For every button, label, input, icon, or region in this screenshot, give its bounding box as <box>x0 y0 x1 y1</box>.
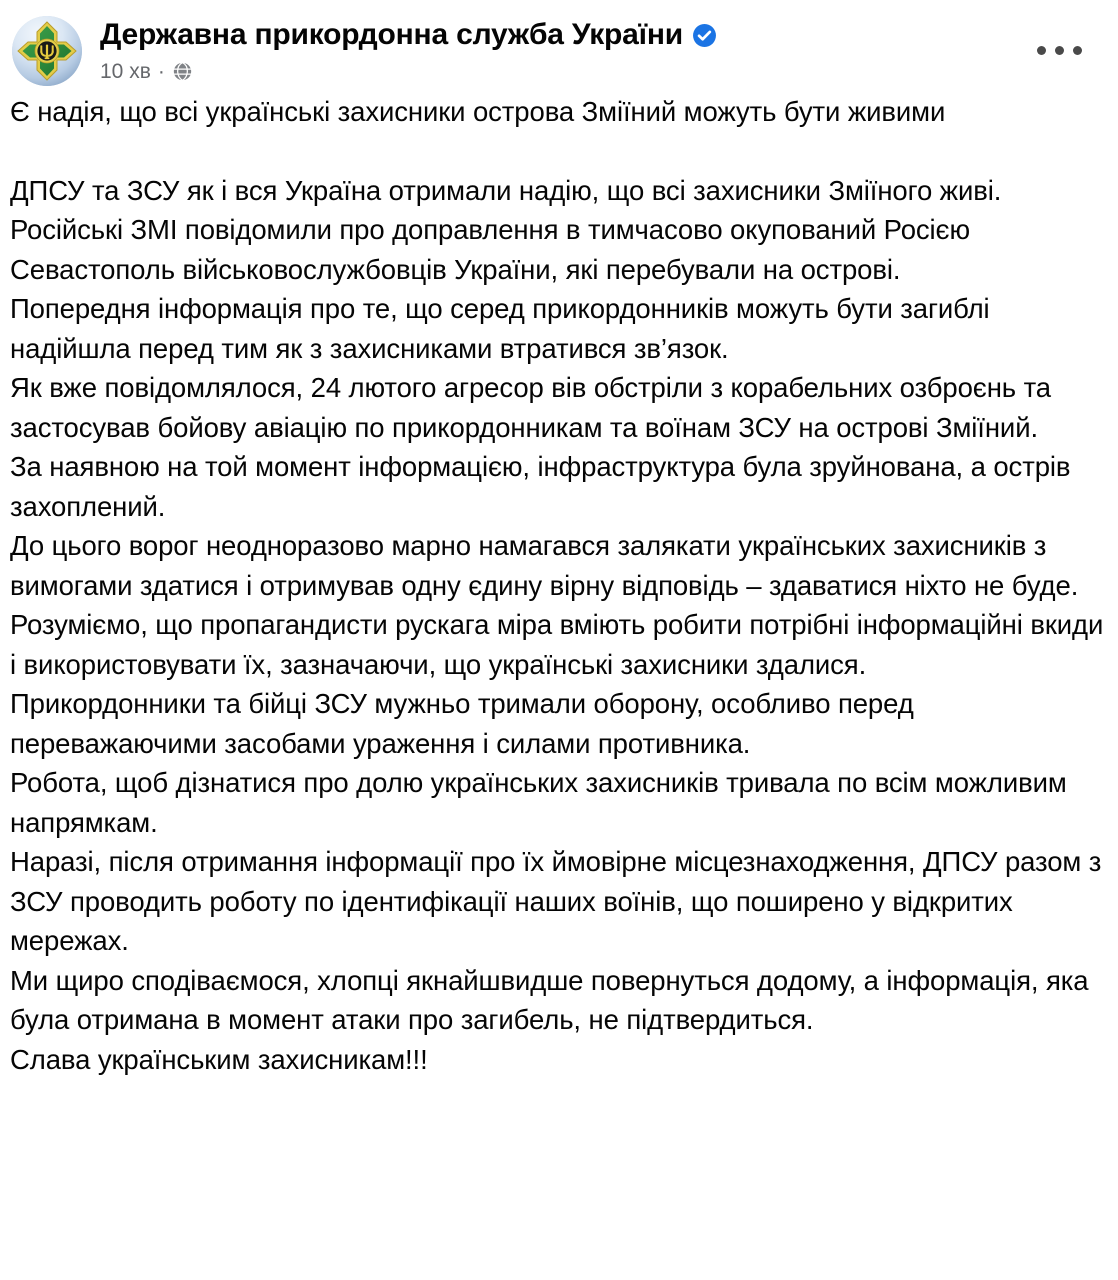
post-paragraph: Робота, щоб дізнатися про долю українських захисників тривала по всім можливим напрямкам. <box>10 767 1075 838</box>
globe-icon[interactable] <box>172 61 193 82</box>
post-paragraph: Ми щиро сподіваємося, хлопці якнайшвидше повернуться додому, а інформація, яка була отримана в момент атаки про загибель, не підтвердиться. <box>10 964 1097 1035</box>
post-lead-line: Є надія, що всі українські захисники острова Зміїний можуть бути живими <box>10 96 946 127</box>
more-options-button[interactable] <box>1029 38 1090 63</box>
post-paragraph: Наразі, після отримання інформації про їх ймовірне місцезнаходження, ДПСУ разом з ЗСУ проводить роботу по ідентифікації наших воїнів, що поширено у відкритих мережах. <box>10 846 1109 956</box>
post-paragraph: ДПСУ та ЗСУ як і вся Україна отримали надію, що всі захисники Зміїного живі. <box>10 174 1002 206</box>
ellipsis-dot <box>1037 46 1046 55</box>
border-guard-emblem-icon <box>12 16 82 86</box>
post-paragraph: Розуміємо, що пропагандисти рускага міра вміють робити потрібні інформаційні вкиди і використовувати їх, зазначаючи, що українські захисники здалися. <box>10 609 1111 680</box>
post-paragraph: Прикордонники та бійці ЗСУ мужньо тримали оборону, особливо перед переважаючими засобами ураження і силами противника. <box>10 688 922 759</box>
post-header <box>0 0 1118 92</box>
post-meta <box>100 61 717 82</box>
avatar[interactable] <box>12 16 82 86</box>
post-paragraph: До цього ворог неодноразово марно намагався залякати українських захисників з вимогами здатися і отримував одну єдину вірну відповідь – здаватися ніхто не буде. <box>10 530 1079 601</box>
post-timestamp[interactable]: 10 хв <box>100 60 151 83</box>
post-paragraph: Попередня інформація про те, що серед прикордонників можуть бути загиблі надійшла перед тим як з захисниками втратився зв’язок. <box>10 293 998 364</box>
page-name[interactable]: Державна прикордонна служба України <box>100 18 684 51</box>
post-body <box>0 92 1118 1079</box>
meta-separator: · <box>157 60 165 83</box>
ellipsis-dot <box>1073 46 1082 55</box>
post-paragraph: За наявною на той момент інформацією, інфраструктура була зруйнована, а острів захоплений. <box>10 451 1078 522</box>
post-header-text <box>100 16 717 82</box>
post-paragraph: Слава українським захисникам!!! <box>10 1043 428 1075</box>
verified-badge-icon[interactable] <box>692 23 717 48</box>
ellipsis-dot <box>1055 46 1064 55</box>
post-paragraph: Як вже повідомлялося, 24 лютого агресор вів обстріли з корабельних озброєнь та застосував бойову авіацію по прикордонникам та воїнам ЗСУ на острові Зміїний. <box>10 372 1059 443</box>
post-paragraph: Російські ЗМІ повідомили про доправлення в тимчасово окупований Росією Севастополь військовослужбовців України, які перебували на острові. <box>10 214 978 285</box>
author-row <box>100 20 717 50</box>
